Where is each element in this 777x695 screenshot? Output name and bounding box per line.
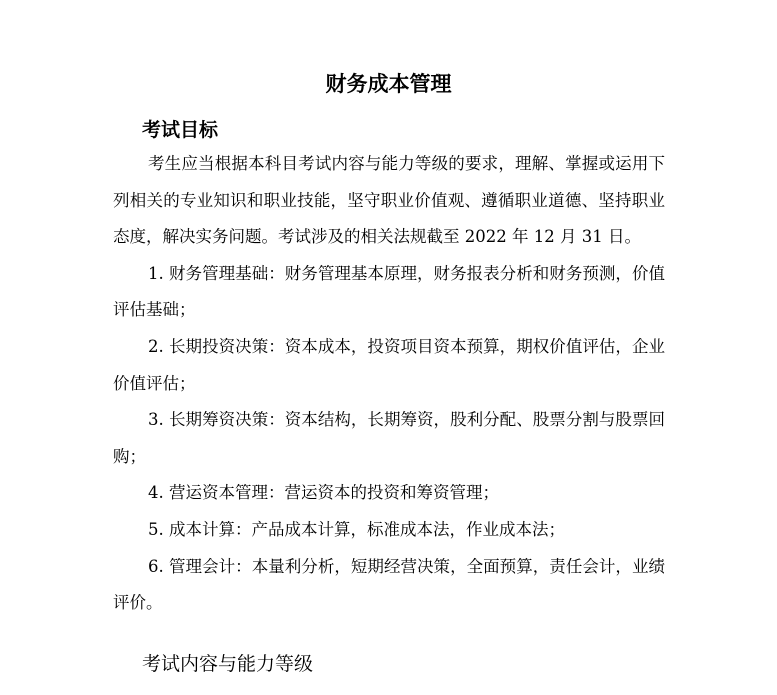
list-item: 1. 财务管理基础：财务管理基本原理，财务报表分析和财务预测，价值评估基础； [113,263,665,320]
document-title: 财务成本管理 [325,72,452,96]
list-item: 3. 长期筹资决策：资本结构，长期筹资，股利分配、股票分割与股票回购； [113,410,665,466]
list-item: 6. 管理会计：本量利分析，短期经营决策，全面预算，责任会计，业绩评价。 [113,556,665,613]
section-heading-exam-content: 考试内容与能力等级 [142,653,314,675]
list-item: 2. 长期投资决策：资本成本，投资项目资本预算，期权价值评估，企业价值评估； [113,336,665,393]
exam-objectives-body [113,146,665,622]
section-heading-exam-objectives: 考试目标 [142,119,219,141]
list-item: 4. 营运资本管理：营运资本的投资和筹资管理； [148,483,499,503]
intro-paragraph: 考生应当根据本科目考试内容与能力等级的要求，理解、掌握或运用下列相关的专业知识和职业技能，坚守职业价值观、遵循职业道德、坚持职业态度，解决实务问题。考试涉及的相关法规截至 2022 年 12 月 31 日。 [113,154,665,247]
list-item: 5. 成本计算：产品成本计算，标准成本法，作业成本法； [148,519,565,539]
